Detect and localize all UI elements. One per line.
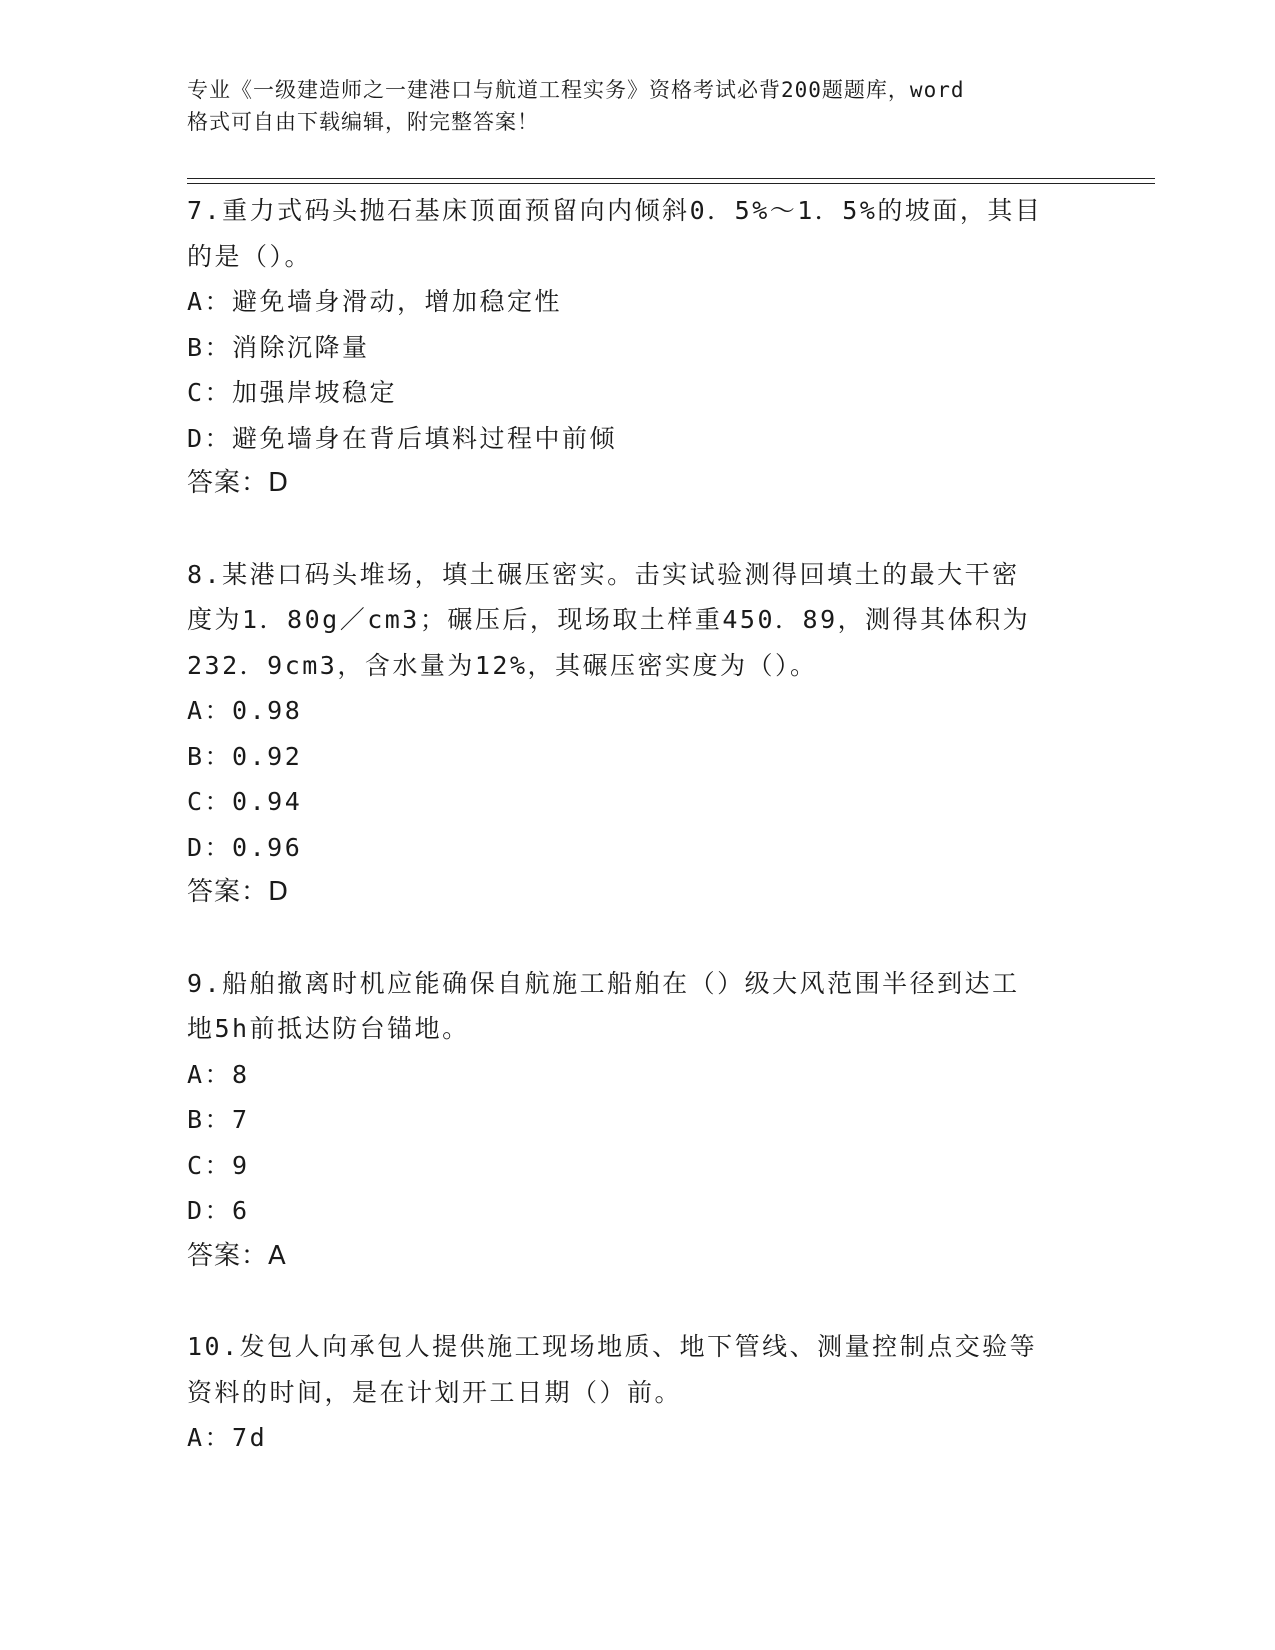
header-divider-top bbox=[187, 178, 1155, 179]
answer-key: 答案：A bbox=[187, 1240, 287, 1271]
question-stem-line: 度为1．80g／cm3；碾压后，现场取土样重450．89，测得其体积为 bbox=[187, 605, 1031, 634]
answer-option: D：避免墙身在背后填料过程中前倾 bbox=[187, 423, 618, 453]
question-block bbox=[187, 1324, 1087, 1461]
question-stem-line: 8.某港口码头堆场，填土碾压密实。击实试验测得回填土的最大干密 bbox=[187, 559, 1020, 589]
question-stem-line: 资料的时间，是在计划开工日期（）前。 bbox=[187, 1377, 683, 1407]
answer-option: B：消除沉降量 bbox=[187, 332, 370, 362]
question-stem-line: 7.重力式码头抛石基床顶面预留向内倾斜0．5%～1．5%的坡面，其目 bbox=[187, 196, 1043, 225]
answer-option: A：避免墙身滑动，增加稳定性 bbox=[187, 287, 563, 316]
question-list bbox=[187, 188, 1087, 1506]
question-block bbox=[187, 188, 1087, 507]
question-stem-line: 9.船舶撤离时机应能确保自航施工船舶在（）级大风范围半径到达工 bbox=[187, 968, 1020, 998]
answer-option: C：0.94 bbox=[187, 787, 303, 816]
header-line-1: 专业《一级建造师之一建港口与航道工程实务》资格考试必背200题题库，word bbox=[187, 78, 965, 102]
answer-option: B：7 bbox=[187, 1105, 250, 1134]
question-stem-line: 的是（）。 bbox=[187, 241, 313, 271]
header-line-2: 格式可自由下载编辑，附完整答案！ bbox=[187, 110, 539, 134]
answer-option: A：8 bbox=[187, 1059, 250, 1089]
answer-key: 答案：D bbox=[187, 468, 290, 498]
answer-option: D：0.96 bbox=[187, 832, 303, 862]
answer-option: A：0.98 bbox=[187, 696, 303, 725]
document-header bbox=[187, 74, 1087, 138]
question-stem-line: 232．9cm3，含水量为12%，其碾压密实度为（）。 bbox=[187, 650, 818, 680]
answer-option: C：加强岸坡稳定 bbox=[187, 378, 398, 407]
answer-option: A：7d bbox=[187, 1423, 268, 1452]
answer-key: 答案：D bbox=[187, 877, 290, 907]
answer-option: D：6 bbox=[187, 1196, 250, 1225]
answer-option: B：0.92 bbox=[187, 741, 303, 771]
header-divider-bottom bbox=[187, 183, 1155, 184]
question-stem-line: 地5h前抵达防台锚地。 bbox=[187, 1014, 470, 1043]
question-stem-line: 10.发包人向承包人提供施工现场地质、地下管线、测量控制点交验等 bbox=[187, 1332, 1038, 1361]
answer-option: C：9 bbox=[187, 1150, 250, 1180]
question-block bbox=[187, 961, 1087, 1280]
question-block bbox=[187, 552, 1087, 916]
